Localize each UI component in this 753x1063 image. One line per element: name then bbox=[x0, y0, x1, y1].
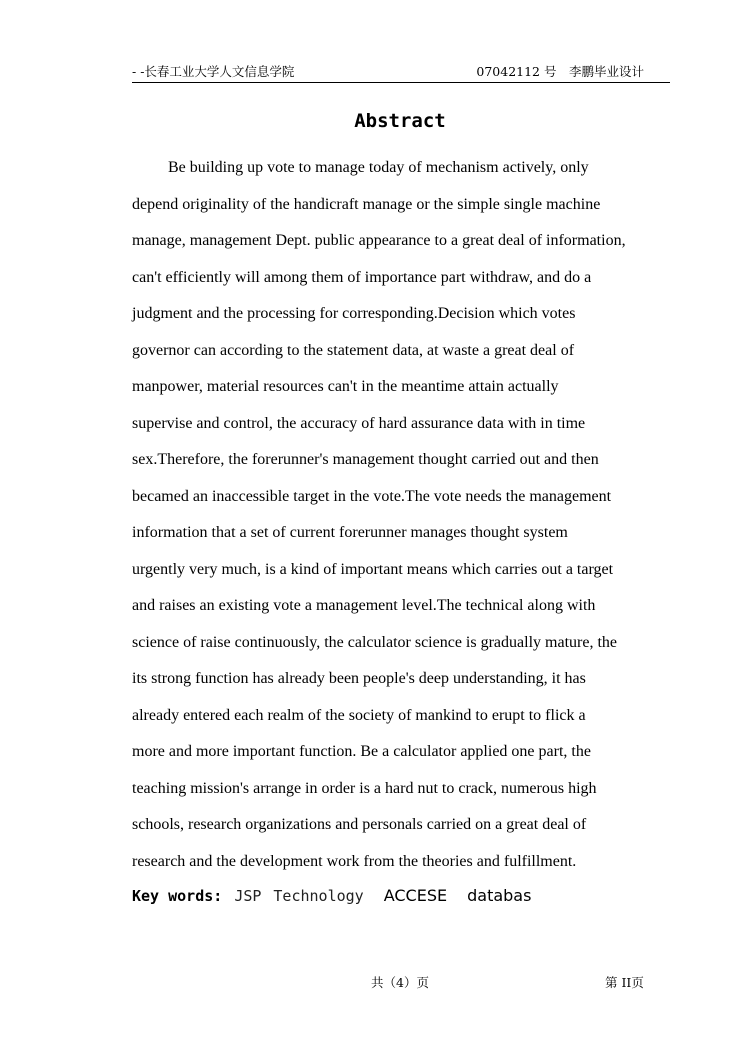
abstract-line: more and more important function. Be a calculator applied one part, the bbox=[132, 743, 591, 760]
abstract-line: manpower, material resources can't in the meantime attain actually bbox=[132, 378, 559, 395]
abstract-line: information that a set of current forerunner manages thought system bbox=[132, 524, 568, 541]
abstract-line: Be building up vote to manage today of mechanism actively, only bbox=[168, 159, 589, 176]
abstract-line: urgently very much, is a kind of important means which carries out a target bbox=[132, 560, 614, 578]
abstract-line: and raises an existing vote a management level.The technical along with bbox=[132, 597, 596, 614]
abstract-title: Abstract bbox=[354, 110, 446, 132]
abstract-line: governor can according to the statement data, at waste a great deal of bbox=[132, 341, 575, 359]
page-number: 第 II页 bbox=[605, 975, 644, 990]
header-thesis-info: 07042112 号 李鹏毕业设计 bbox=[476, 64, 644, 79]
abstract-line: judgment and the processing for corresponding.Decision which votes bbox=[132, 305, 576, 322]
keyword-item: JSP bbox=[234, 887, 262, 905]
abstract-line: supervise and control, the accuracy of hard assurance data with in time bbox=[132, 414, 586, 432]
keywords-line bbox=[132, 886, 531, 906]
abstract-line: becamed an inaccessible target in the vote.The vote needs the management bbox=[132, 487, 612, 505]
header-institution: - -长春工业大学人文信息学院 bbox=[132, 64, 295, 79]
abstract-line: science of raise continuously, the calculator science is gradually mature, the bbox=[132, 633, 617, 651]
page-header bbox=[132, 62, 670, 83]
abstract-line: its strong function has already been people's deep understanding, it has bbox=[132, 670, 586, 687]
keyword-item: databas bbox=[467, 886, 532, 905]
abstract-line: already entered each realm of the society of mankind to erupt to flick a bbox=[132, 706, 586, 724]
page-count: 共（4）页 bbox=[371, 975, 429, 990]
abstract-line: depend originality of the handicraft manage or the simple single machine bbox=[132, 195, 601, 213]
abstract-line: teaching mission's arrange in order is a hard nut to crack, numerous high bbox=[132, 779, 597, 797]
abstract-body bbox=[132, 150, 680, 880]
keyword-item: ACCESE bbox=[383, 886, 448, 905]
abstract-line: sex.Therefore, the forerunner's management thought carried out and then bbox=[132, 451, 599, 468]
abstract-line: manage, management Dept. public appearance to a great deal of information, bbox=[132, 232, 626, 249]
keyword-item: Technology bbox=[273, 887, 364, 905]
abstract-line: research and the development work from the theories and fulfillment. bbox=[132, 852, 577, 870]
abstract-line: schools, research organizations and personals carried on a great deal of bbox=[132, 816, 587, 833]
keywords-label: Key words: bbox=[132, 887, 223, 905]
abstract-line: can't efficiently will among them of importance part withdraw, and do a bbox=[132, 268, 592, 286]
